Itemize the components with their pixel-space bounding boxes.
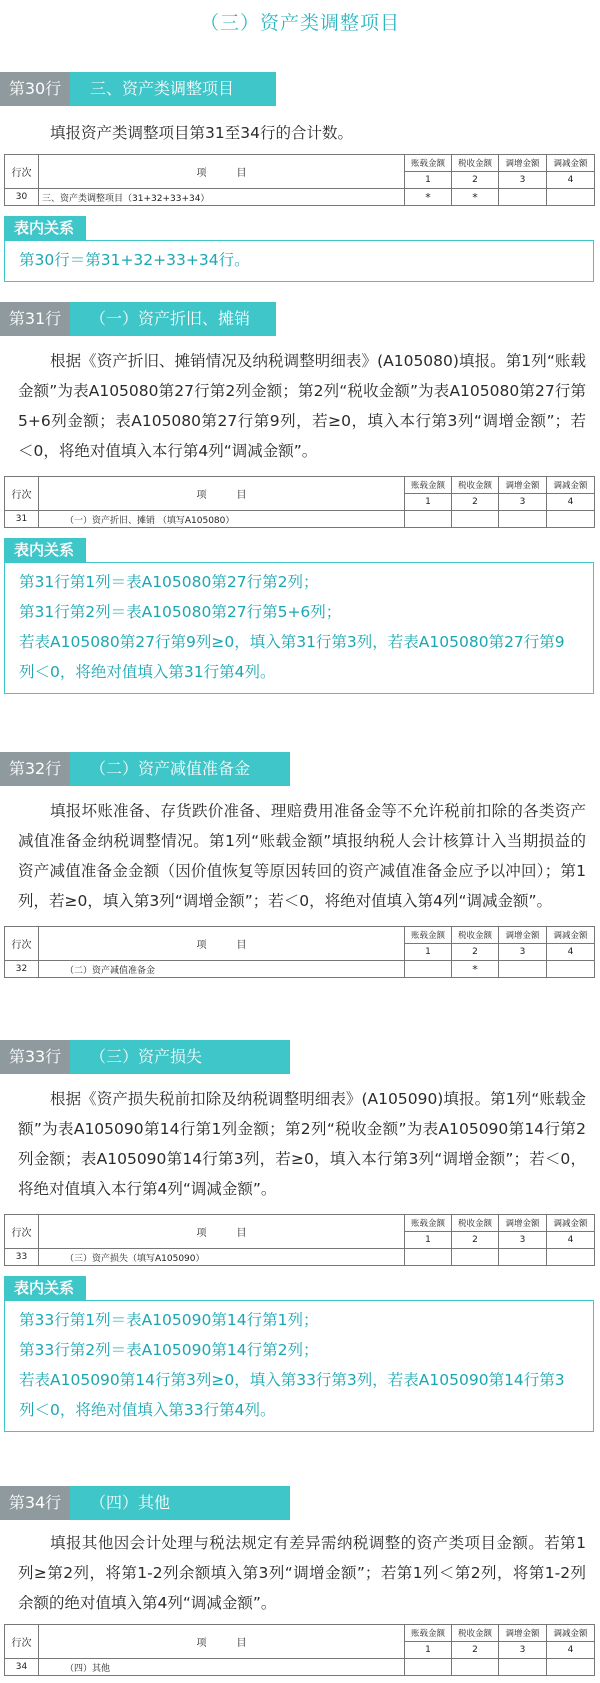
row-cell-2 [452, 1659, 499, 1676]
col-num-2: 2 [452, 1642, 499, 1659]
row-cell-3 [499, 511, 547, 528]
row-cell-2 [452, 511, 499, 528]
relation-line: 第33行第2列＝表A105090第14行第2列； [19, 1341, 319, 1359]
row-cell-1 [405, 961, 452, 978]
col-head-1: 账载金额 [405, 155, 452, 172]
row-item-cell: 三、资产类调整项目（31+32+33+34） [39, 189, 405, 206]
row-cell-1 [405, 511, 452, 528]
col-head-3: 调增金额 [499, 1625, 547, 1642]
table-header-row [5, 1625, 595, 1642]
table-row [5, 189, 595, 206]
col-head-4: 调减金额 [547, 155, 595, 172]
row-number-badge: 第30行 [0, 72, 70, 106]
table-row [5, 511, 595, 528]
col-num-4: 4 [547, 1232, 595, 1249]
form-table [4, 476, 595, 528]
section-paragraph: 根据《资产损失税前扣除及纳税调整明细表》(A105090)填报。第1列“账载金额”为表A105090第14行第1列金额；第2列“税收金额”为表A105090第14行第2列金额；表A105090第14行第3列，若≥0，填入本行第3列“调增金额”；若＜0，将绝对值填入本行第4列“调减金额”。 [18, 1090, 586, 1198]
section-paragraph: 填报资产类调整项目第31至34行的合计数。 [50, 124, 353, 142]
section-row-32 [0, 752, 600, 978]
row-cell-2 [452, 1249, 499, 1266]
page-title: （三）资产类调整项目 [199, 12, 400, 34]
row-item-cell: （二）资产减值准备金 [39, 961, 405, 978]
row-header [0, 752, 600, 786]
row-header [0, 1486, 600, 1520]
relation-line: 第33行第1列＝表A105090第14行第1列； [19, 1311, 319, 1329]
relation-line: 若表A105090第14行第3列≥0，填入第33行第3列，若表A105090第14行第3列＜0，将绝对值填入第33行第4列。 [19, 1371, 565, 1419]
col-num-2: 2 [452, 172, 499, 189]
relation-line: 第31行第2列＝表A105080第27行第5+6列； [19, 603, 342, 621]
row-number-badge: 第32行 [0, 752, 70, 786]
form-table [4, 1624, 595, 1676]
col-num-3: 3 [499, 172, 547, 189]
row-num-cell: 30 [5, 189, 39, 206]
col-head-4: 调减金额 [547, 1625, 595, 1642]
item-label-header: 项 目 [39, 155, 405, 189]
col-num-1: 1 [405, 944, 452, 961]
row-cell-1 [405, 1659, 452, 1676]
section-paragraph: 根据《资产折旧、摊销情况及纳税调整明细表》(A105080)填报。第1列“账载金额”为表A105080第27行第2列金额；第2列“税收金额”为表A105080第27行第5+6列金额；表A105080第27行第9列，若≥0，填入本行第3列“调增金额”；若＜0，将绝对值填入本行第4列“调减金额”。 [18, 352, 586, 460]
col-head-1: 账载金额 [405, 1215, 452, 1232]
col-num-2: 2 [452, 944, 499, 961]
relation-line: 第30行＝第31+32+33+34行。 [19, 251, 250, 269]
row-cell-3 [499, 1249, 547, 1266]
row-title-banner: （四）其他 [70, 1486, 290, 1520]
item-label-header: 项 目 [39, 1215, 405, 1249]
row-cell-4 [547, 961, 595, 978]
col-num-2: 2 [452, 1232, 499, 1249]
relation-box [4, 1300, 594, 1432]
col-head-3: 调增金额 [499, 927, 547, 944]
form-table [4, 1214, 595, 1266]
col-head-1: 账载金额 [405, 477, 452, 494]
row-cell-1 [405, 1249, 452, 1266]
col-head-2: 税收金额 [452, 1215, 499, 1232]
row-item-cell: （三）资产损失（填写A105090） [39, 1249, 405, 1266]
col-num-4: 4 [547, 172, 595, 189]
table-row [5, 961, 595, 978]
row-cell-3 [499, 189, 547, 206]
relation-line: 若表A105080第27行第9列≥0，填入第31行第3列，若表A105080第27行第9列＜0，将绝对值填入第31行第4列。 [19, 633, 565, 681]
col-num-1: 1 [405, 494, 452, 511]
row-title-banner: （一）资产折旧、摊销 [70, 302, 276, 336]
col-num-1: 1 [405, 1642, 452, 1659]
relation-tag: 表内关系 [4, 216, 86, 240]
item-label-header: 项 目 [39, 927, 405, 961]
col-head-4: 调减金额 [547, 477, 595, 494]
col-num-3: 3 [499, 1642, 547, 1659]
row-label-header: 行次 [5, 477, 39, 511]
row-item-cell: （一）资产折旧、摊销 （填写A105080） [39, 511, 405, 528]
col-head-3: 调增金额 [499, 155, 547, 172]
col-num-3: 3 [499, 494, 547, 511]
item-label-header: 项 目 [39, 477, 405, 511]
row-cell-4 [547, 511, 595, 528]
table-header-row [5, 1215, 595, 1232]
row-label-header: 行次 [5, 1625, 39, 1659]
col-num-2: 2 [452, 494, 499, 511]
row-number-badge: 第33行 [0, 1040, 70, 1074]
col-num-3: 3 [499, 1232, 547, 1249]
table-header-row [5, 477, 595, 494]
col-head-3: 调增金额 [499, 1215, 547, 1232]
row-title-banner: 三、资产类调整项目 [70, 72, 276, 106]
table-header-row [5, 927, 595, 944]
row-title-banner: （二）资产减值准备金 [70, 752, 290, 786]
col-head-1: 账载金额 [405, 927, 452, 944]
form-table [4, 154, 595, 206]
row-number-badge: 第31行 [0, 302, 70, 336]
row-num-cell: 32 [5, 961, 39, 978]
col-head-2: 税收金额 [452, 1625, 499, 1642]
relation-tag: 表内关系 [4, 1276, 86, 1300]
section-paragraph: 填报坏账准备、存货跌价准备、理赔费用准备金等不允许税前扣除的各类资产减值准备金纳税调整情况。第1列“账载金额”填报纳税人会计核算计入当期损益的资产减值准备金金额（因价值恢复等原因转回的资产减值准备金应予以冲回）；第1列，若≥0，填入第3列“调增金额”；若＜0，将绝对值填入第4列“调减金额”。 [18, 802, 586, 910]
col-num-1: 1 [405, 172, 452, 189]
col-num-4: 4 [547, 494, 595, 511]
row-num-cell: 31 [5, 511, 39, 528]
col-num-1: 1 [405, 1232, 452, 1249]
col-head-3: 调增金额 [499, 477, 547, 494]
row-label-header: 行次 [5, 1215, 39, 1249]
col-head-2: 税收金额 [452, 927, 499, 944]
row-cell-1: * [405, 189, 452, 206]
table-row [5, 1249, 595, 1266]
col-num-4: 4 [547, 944, 595, 961]
row-header [0, 302, 600, 336]
relation-tag: 表内关系 [4, 538, 86, 562]
row-header [0, 72, 600, 106]
row-num-cell: 33 [5, 1249, 39, 1266]
section-row-34 [0, 1486, 600, 1676]
relation-box [4, 562, 594, 694]
row-cell-4 [547, 1249, 595, 1266]
row-number-badge: 第34行 [0, 1486, 70, 1520]
table-row [5, 1659, 595, 1676]
row-cell-4 [547, 1659, 595, 1676]
col-head-1: 账载金额 [405, 1625, 452, 1642]
section-paragraph: 填报其他因会计处理与税法规定有差异需纳税调整的资产类项目金额。若第1列≥第2列，将第1-2列余额填入第3列“调增金额”；若第1列＜第2列，将第1-2列余额的绝对值填入第4列“调减金额”。 [18, 1534, 586, 1612]
row-cell-2: * [452, 189, 499, 206]
row-label-header: 行次 [5, 155, 39, 189]
row-header [0, 1040, 600, 1074]
row-title-banner: （三）资产损失 [70, 1040, 290, 1074]
table-header-row [5, 155, 595, 172]
col-head-4: 调减金额 [547, 1215, 595, 1232]
row-cell-3 [499, 961, 547, 978]
section-row-31 [0, 302, 600, 694]
row-cell-4 [547, 189, 595, 206]
row-item-cell: （四）其他 [39, 1659, 405, 1676]
form-table [4, 926, 595, 978]
col-head-2: 税收金额 [452, 477, 499, 494]
col-num-3: 3 [499, 944, 547, 961]
row-cell-3 [499, 1659, 547, 1676]
row-label-header: 行次 [5, 927, 39, 961]
col-head-4: 调减金额 [547, 927, 595, 944]
section-row-30 [0, 72, 600, 282]
row-cell-2: * [452, 961, 499, 978]
relation-line: 第31行第1列＝表A105080第27行第2列； [19, 573, 319, 591]
item-label-header: 项 目 [39, 1625, 405, 1659]
col-head-2: 税收金额 [452, 155, 499, 172]
row-num-cell: 34 [5, 1659, 39, 1676]
relation-box [4, 240, 594, 282]
col-num-4: 4 [547, 1642, 595, 1659]
section-row-33 [0, 1040, 600, 1432]
